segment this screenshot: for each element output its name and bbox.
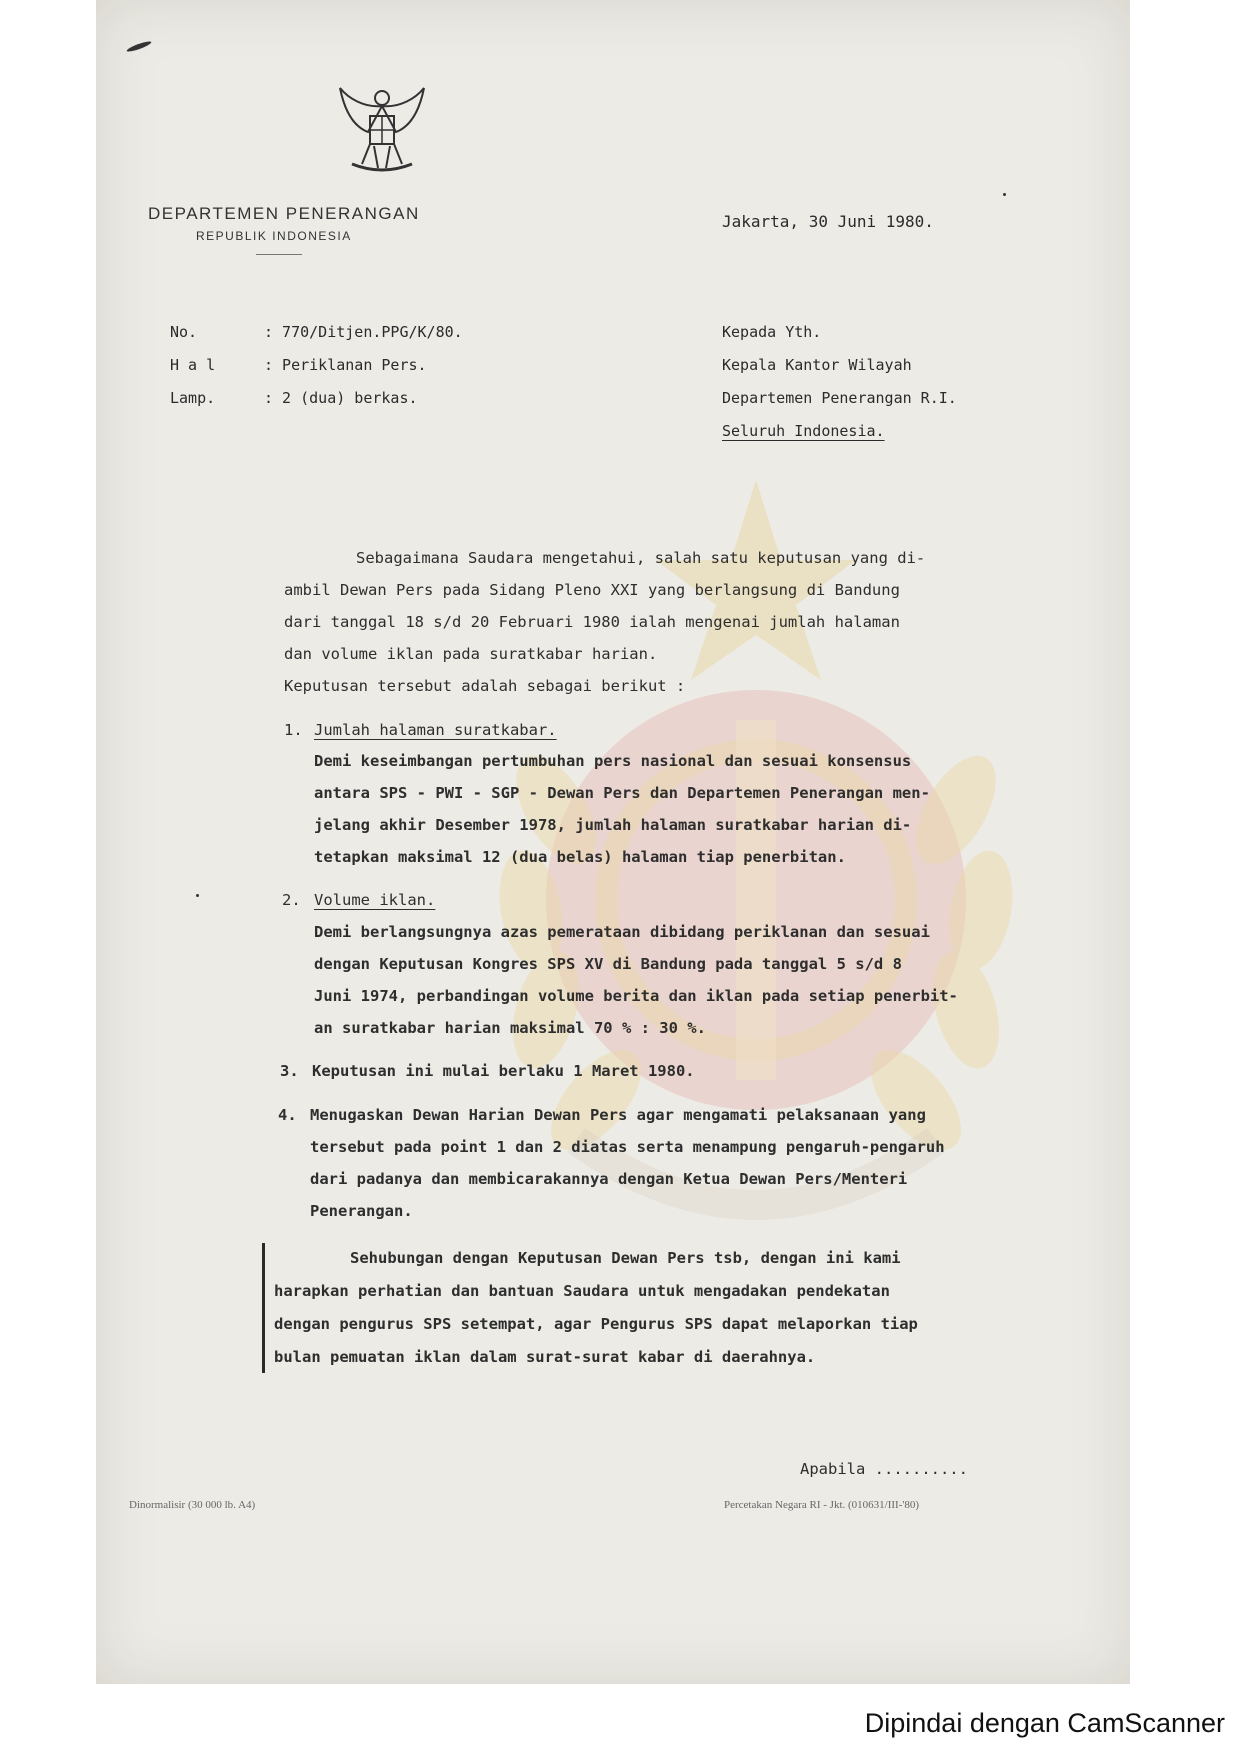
meta-attachment-label: Lamp. bbox=[170, 389, 216, 407]
recipient-line: Kepala Kantor Wilayah bbox=[722, 356, 912, 374]
meta-subject-label: H a l bbox=[170, 356, 216, 374]
item2-line: Juni 1974, perbandingan volume berita dan iklan pada setiap penerbit- bbox=[314, 987, 958, 1005]
recipient-line: Kepada Yth. bbox=[722, 323, 822, 341]
closing-line: harapkan perhatian dan bantuan Saudara untuk mengadakan pendekatan bbox=[274, 1282, 890, 1300]
item3-number: 3. bbox=[280, 1062, 299, 1080]
item4-line: Menugaskan Dewan Harian Dewan Pers agar mengamati pelaksanaan yang bbox=[310, 1106, 926, 1124]
footer-print-note: Dinormalisir (30 000 lb. A4) bbox=[129, 1499, 256, 1511]
ink-speck bbox=[1003, 193, 1006, 196]
recipient-line: Departemen Penerangan R.I. bbox=[722, 389, 957, 407]
meta-number bbox=[170, 323, 463, 341]
watermark-emblem bbox=[436, 480, 1076, 1280]
garuda-emblem-icon bbox=[334, 84, 430, 180]
closing-line: bulan pemuatan iklan dalam surat-surat kabar di daerahnya. bbox=[274, 1348, 816, 1366]
recipient-line: Seluruh Indonesia. bbox=[722, 422, 885, 440]
intro-line: dari tanggal 18 s/d 20 Februari 1980 ialah mengenai jumlah halaman bbox=[284, 613, 900, 631]
meta-subject-value: : Periklanan Pers. bbox=[264, 356, 427, 374]
letterhead-subtitle: REPUBLIK INDONESIA bbox=[196, 229, 352, 243]
item4-line: tersebut pada point 1 dan 2 diatas serta menampung pengaruh-pengaruh bbox=[310, 1138, 945, 1156]
item1-line: jelang akhir Desember 1978, jumlah halaman suratkabar harian di- bbox=[314, 816, 912, 834]
closing-line: dengan pengurus SPS setempat, agar Pengurus SPS dapat melaporkan tiap bbox=[274, 1315, 918, 1333]
intro-line: dan volume iklan pada suratkabar harian. bbox=[284, 645, 658, 663]
letterhead-department: DEPARTEMEN PENERANGAN bbox=[148, 204, 420, 223]
item1-line: tetapkan maksimal 12 (dua belas) halaman tiap penerbitan. bbox=[314, 848, 846, 866]
item2-line: dengan Keputusan Kongres SPS XV di Bandung pada tanggal 5 s/d 8 bbox=[314, 955, 902, 973]
letterhead-divider bbox=[256, 254, 302, 255]
ink-speck bbox=[196, 894, 199, 897]
ink-speck bbox=[126, 40, 152, 54]
closing-line: Sehubungan dengan Keputusan Dewan Pers tsb, dengan ini kami bbox=[350, 1249, 901, 1267]
meta-number-label: No. bbox=[170, 323, 198, 341]
item4-line: dari padanya dan membicarakannya dengan Ketua Dewan Pers/Menteri bbox=[310, 1170, 908, 1188]
item4-number: 4. bbox=[278, 1106, 297, 1124]
letter-date: Jakarta, 30 Juni 1980. bbox=[722, 212, 934, 231]
footer-printer-note: Percetakan Negara RI - Jkt. (010631/III-'80) bbox=[724, 1499, 920, 1511]
document-page bbox=[96, 0, 1130, 1684]
item2-line: Demi berlangsungnya azas pemerataan dibidang periklanan dan sesuai bbox=[314, 923, 930, 941]
item2-number: 2. bbox=[282, 891, 301, 909]
item1-line: Demi keseimbangan pertumbuhan pers nasional dan sesuai konsensus bbox=[314, 752, 912, 770]
margin-mark bbox=[262, 1243, 265, 1373]
meta-attachment bbox=[170, 389, 418, 407]
item1-heading: Jumlah halaman suratkabar. bbox=[314, 721, 557, 739]
intro-line: Sebagaimana Saudara mengetahui, salah satu keputusan yang di- bbox=[356, 549, 926, 567]
intro-line: Keputusan tersebut adalah sebagai berikut : bbox=[284, 677, 686, 695]
meta-subject bbox=[170, 356, 427, 374]
item2-line: an suratkabar harian maksimal 70 % : 30 %. bbox=[314, 1019, 706, 1037]
scanner-watermark-label: Dipindai dengan CamScanner bbox=[864, 1708, 1225, 1738]
continuation-text: Apabila .......... bbox=[800, 1460, 968, 1478]
meta-number-value: : 770/Ditjen.PPG/K/80. bbox=[264, 323, 463, 341]
meta-attachment-value: : 2 (dua) berkas. bbox=[264, 389, 418, 407]
item2-heading: Volume iklan. bbox=[314, 891, 436, 909]
item1-number: 1. bbox=[284, 721, 303, 739]
intro-line: ambil Dewan Pers pada Sidang Pleno XXI yang berlangsung di Bandung bbox=[284, 581, 900, 599]
item3-text: Keputusan ini mulai berlaku 1 Maret 1980. bbox=[312, 1062, 695, 1080]
item1-line: antara SPS - PWI - SGP - Dewan Pers dan Departemen Penerangan men- bbox=[314, 784, 930, 802]
item4-line: Penerangan. bbox=[310, 1202, 413, 1220]
